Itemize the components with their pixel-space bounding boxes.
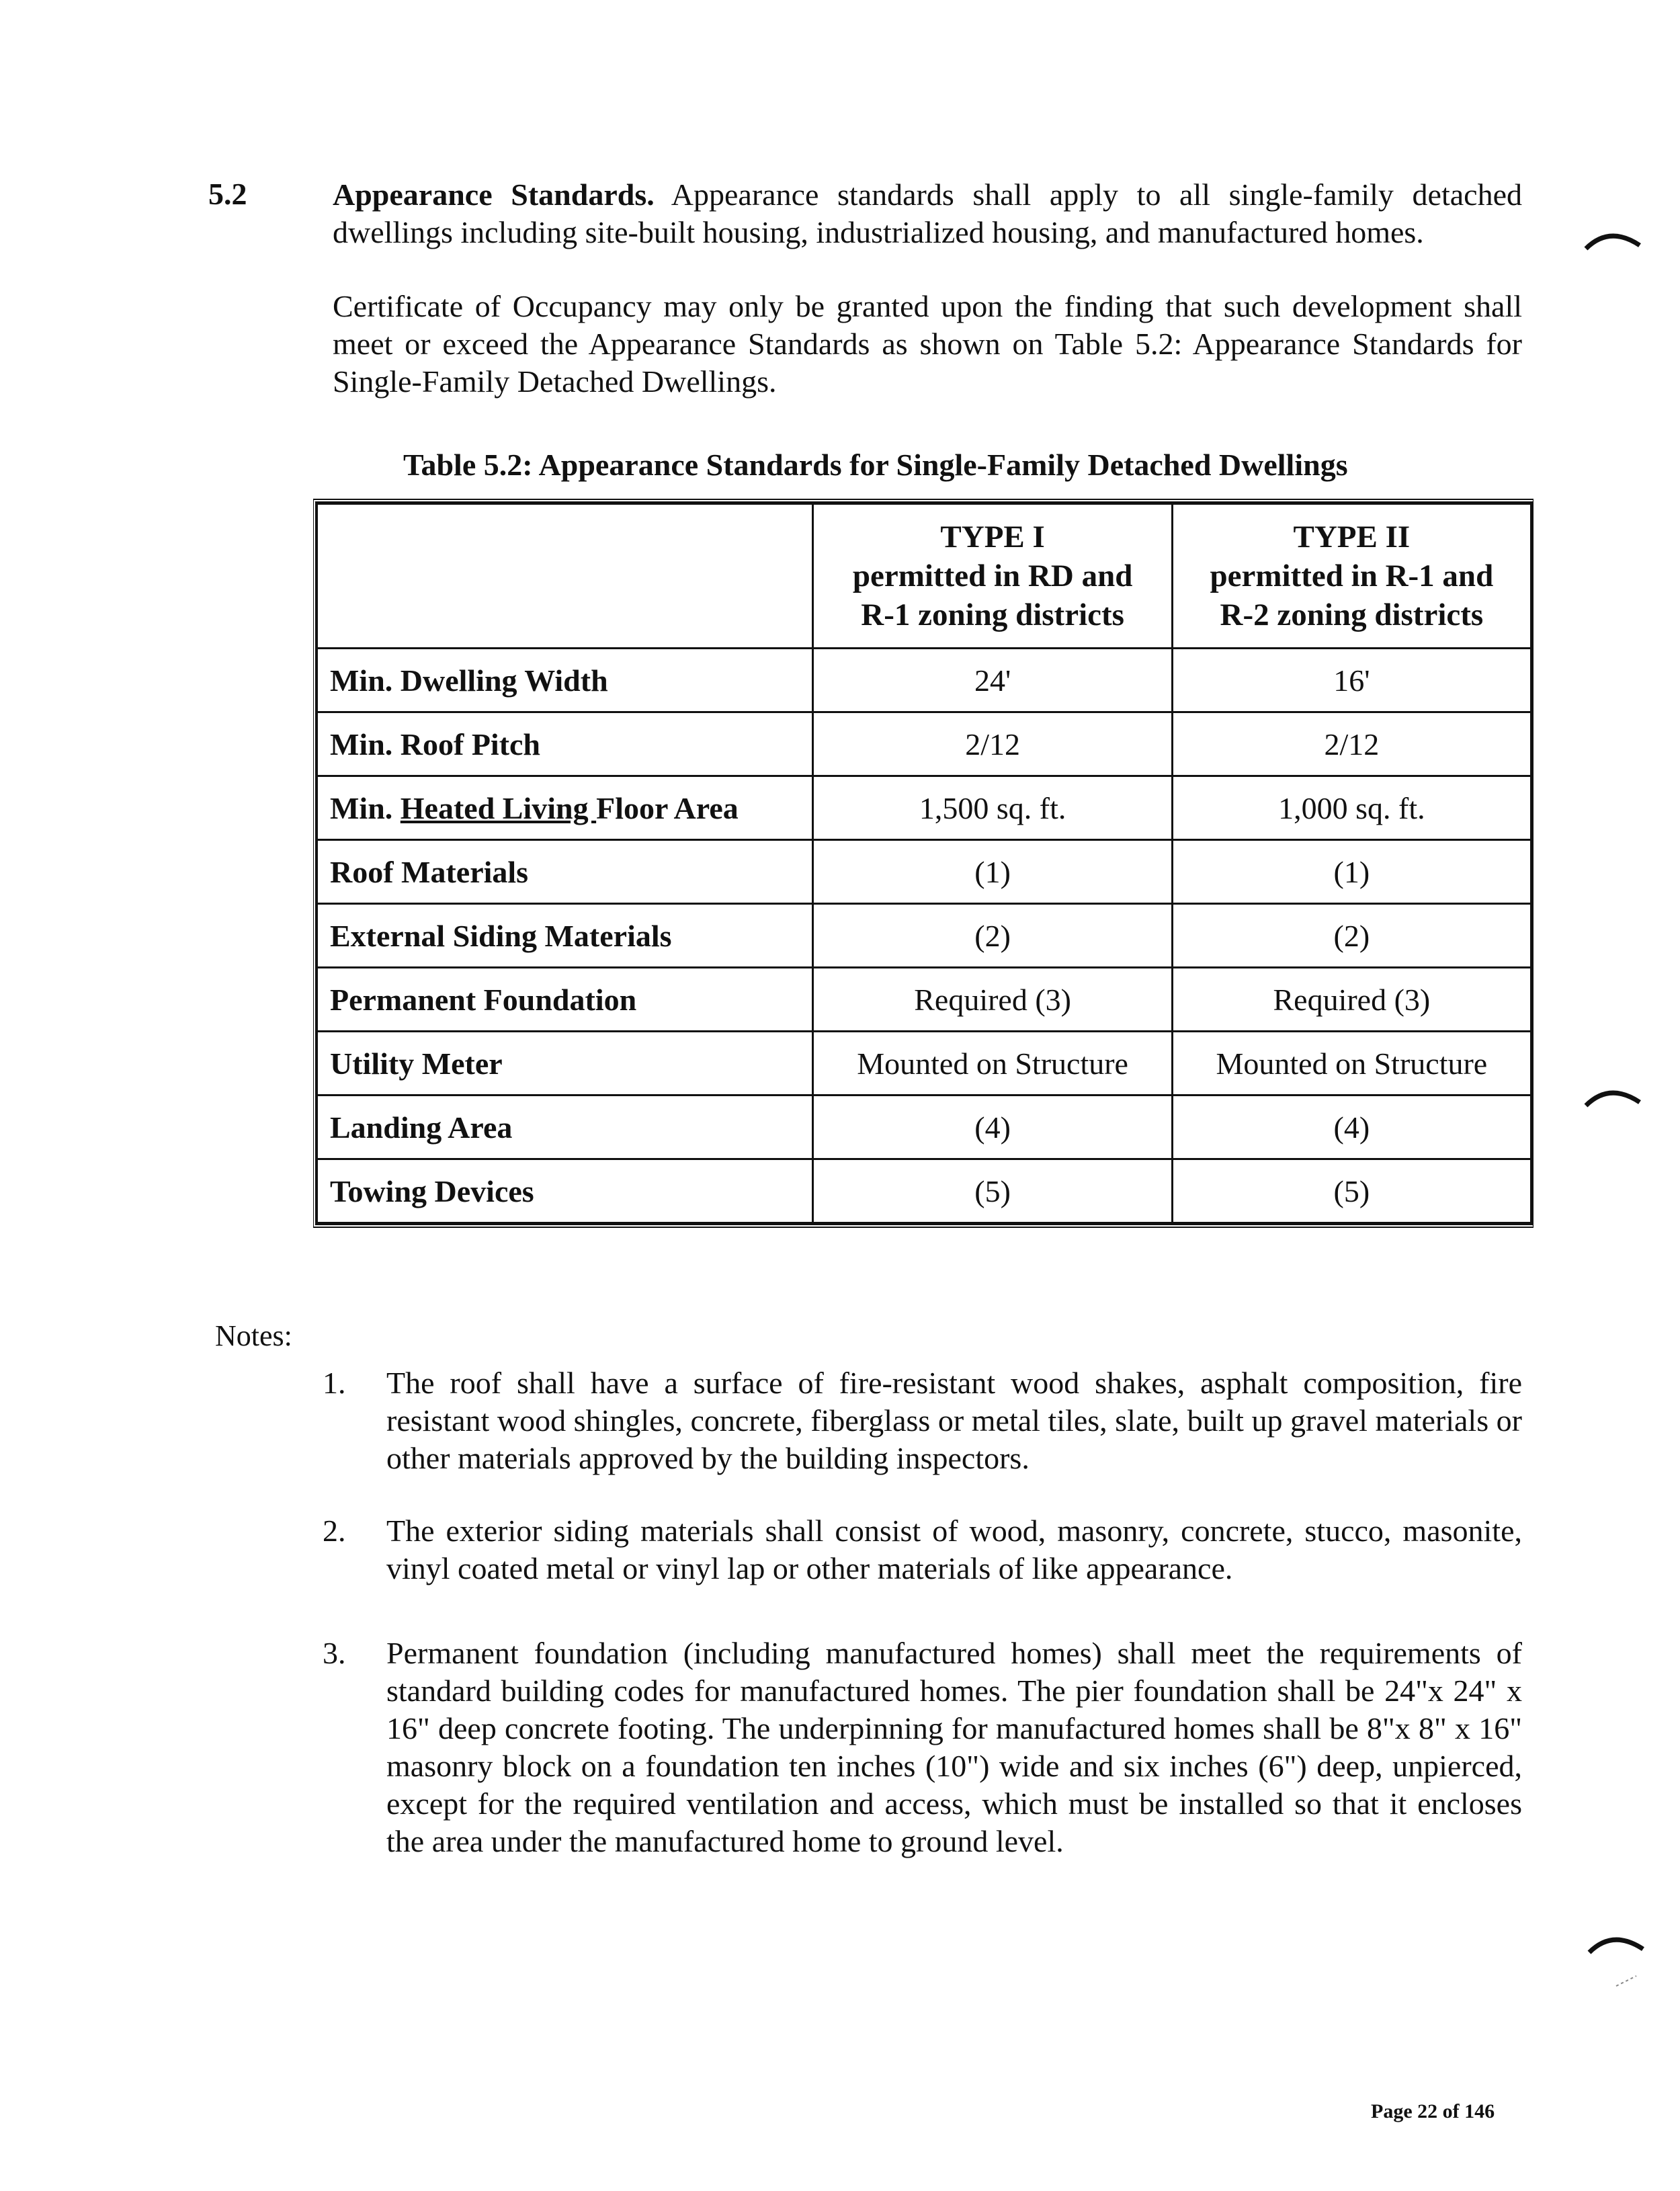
table-row <box>317 712 1531 776</box>
header-line: permitted in RD and <box>852 559 1133 593</box>
scan-mark-icon <box>1583 1082 1643 1109</box>
type2-value: 1,000 sq. ft. <box>1172 776 1531 840</box>
type2-value: Mounted on Structure <box>1172 1032 1531 1096</box>
header-empty-cell <box>317 504 813 649</box>
label-suffix: Floor Area <box>596 790 739 825</box>
note-item <box>323 1364 1522 1477</box>
header-line: R-1 zoning districts <box>861 597 1124 632</box>
note-text: The exterior siding materials shall consist of wood, masonry, concrete, stucco, masonite, vinyl coated metal or vinyl lap or other materials of like appearance. <box>386 1514 1522 1585</box>
type2-value: 2/12 <box>1172 712 1531 776</box>
intro-text: Appearance standards shall apply to all single-family detached dwellings including site-built housing, industrialized housing, and manufactured homes. <box>333 177 1522 249</box>
header-line: permitted in R-1 and <box>1210 559 1494 593</box>
row-label: Roof Materials <box>317 840 813 904</box>
type2-value: (2) <box>1172 904 1531 968</box>
row-label: Permanent Foundation <box>317 968 813 1032</box>
table-row <box>317 649 1531 712</box>
header-title: TYPE II <box>1293 520 1411 554</box>
scan-mark-icon <box>1583 225 1643 252</box>
type1-value: 24' <box>813 649 1172 712</box>
scan-mark-icon <box>1586 1929 1646 1989</box>
type1-value: 1,500 sq. ft. <box>813 776 1172 840</box>
table-header-row <box>317 504 1531 649</box>
table-row <box>317 1096 1531 1159</box>
page-number: Page 22 of 146 <box>1371 2100 1495 2122</box>
table-row <box>317 1032 1531 1096</box>
note-item <box>323 1512 1522 1587</box>
row-label: Towing Devices <box>317 1159 813 1223</box>
type1-value: (5) <box>813 1159 1172 1223</box>
note-text: Permanent foundation (including manufactured homes) shall meet the requirements of standard building codes for manufactured homes. The pier foundation shall be 24"x 24" x 16" deep concrete footing. The underpinning for manufactured homes shall be 8"x 8" x 16" masonry block on a foundation ten inches (10") wide and six inches (6") deep, unpierced, except for the required ventilation and access, which must be installed so that it encloses the area under the manufactured home to ground level. <box>386 1636 1522 1858</box>
paragraph-2: Certificate of Occupancy may only be granted upon the finding that such development shall meet or exceed the Appearance Standards as shown on Table 5.2: Appearance Standards for Single-Family Detached Dwellings. <box>333 289 1522 399</box>
row-label: External Siding Materials <box>317 904 813 968</box>
type2-value: (5) <box>1172 1159 1531 1223</box>
note-item <box>323 1635 1522 1860</box>
header-type-1 <box>813 504 1172 649</box>
header-line: R-2 zoning districts <box>1220 597 1484 632</box>
note-text: The roof shall have a surface of fire-resistant wood shakes, asphalt composition, fire resistant wood shingles, concrete, fiberglass or metal tiles, slate, built up gravel materials or other materials approved by the building inspectors. <box>386 1366 1522 1475</box>
table-caption: Table 5.2: Appearance Standards for Single-Family Detached Dwellings <box>403 448 1348 482</box>
label-underlined: Heated Living <box>400 790 597 825</box>
note-number: 1. <box>323 1366 346 1400</box>
type2-value: 16' <box>1172 649 1531 712</box>
section-title: Appearance Standards. <box>333 177 655 212</box>
table-row <box>317 968 1531 1032</box>
label-prefix: Min. <box>330 790 401 825</box>
note-number: 2. <box>323 1514 346 1548</box>
table-row <box>317 1159 1531 1223</box>
row-label <box>317 776 813 840</box>
type1-value: (2) <box>813 904 1172 968</box>
row-label: Min. Roof Pitch <box>317 712 813 776</box>
type1-value: Mounted on Structure <box>813 1032 1172 1096</box>
section-number: 5.2 <box>208 177 247 211</box>
notes-label: Notes: <box>215 1319 292 1352</box>
section-intro <box>333 176 1522 251</box>
header-title: TYPE I <box>940 520 1045 554</box>
note-number: 3. <box>323 1636 346 1670</box>
row-label: Min. Dwelling Width <box>317 649 813 712</box>
row-label: Landing Area <box>317 1096 813 1159</box>
type2-value: (1) <box>1172 840 1531 904</box>
type1-value: (1) <box>813 840 1172 904</box>
header-type-2 <box>1172 504 1531 649</box>
type2-value: (4) <box>1172 1096 1531 1159</box>
table-row <box>317 840 1531 904</box>
table-row <box>317 904 1531 968</box>
type1-value: (4) <box>813 1096 1172 1159</box>
type2-value: Required (3) <box>1172 968 1531 1032</box>
type1-value: 2/12 <box>813 712 1172 776</box>
row-label: Utility Meter <box>317 1032 813 1096</box>
table-row <box>317 776 1531 840</box>
appearance-standards-table <box>313 499 1534 1228</box>
type1-value: Required (3) <box>813 968 1172 1032</box>
